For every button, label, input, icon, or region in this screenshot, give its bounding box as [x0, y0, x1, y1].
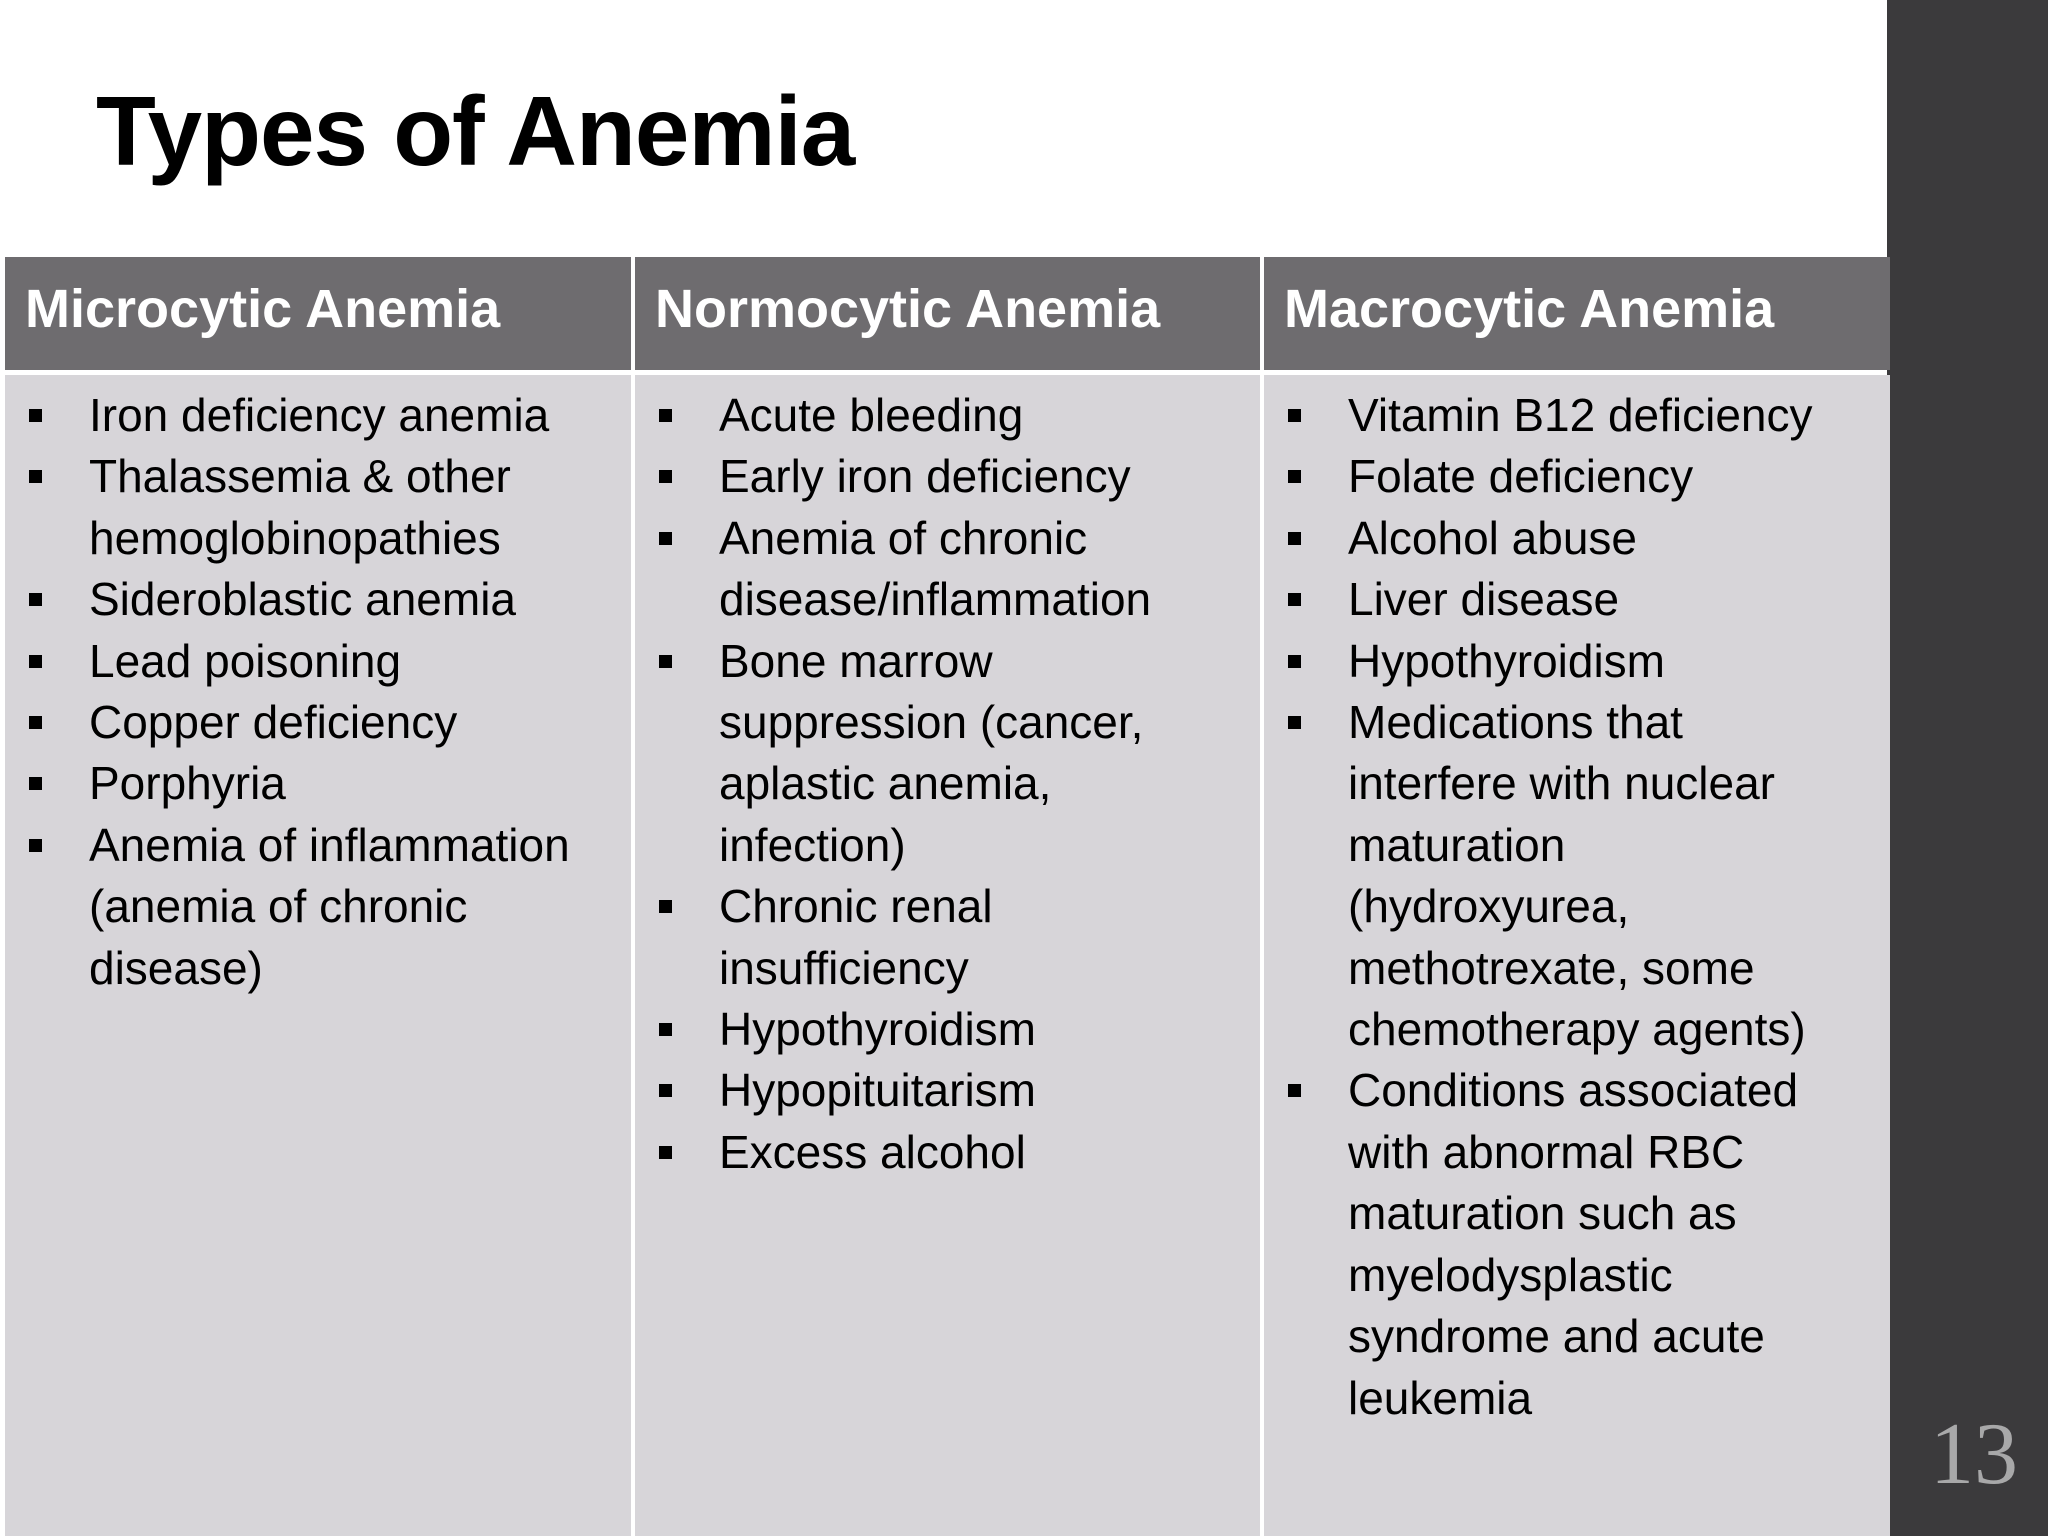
slide-page-number: 13: [1930, 1406, 2018, 1503]
bullet-list: [1264, 385, 1890, 1429]
list-item-line: with abnormal RBC: [1348, 1125, 1745, 1178]
list-item-line: chemotherapy agents): [1348, 1003, 1806, 1056]
list-item-line: aplastic anemia,: [719, 757, 1052, 810]
list-item: [635, 385, 1260, 446]
list-item: [5, 446, 631, 569]
list-item: [635, 1060, 1260, 1121]
list-item: [1264, 385, 1890, 446]
list-item-line: hemoglobinopathies: [89, 511, 501, 564]
list-item-line: methotrexate, some: [1348, 941, 1755, 994]
list-item-line: Iron deficiency anemia: [89, 389, 550, 441]
list-item: [5, 815, 631, 999]
square-bullet-icon: [29, 655, 42, 668]
list-item: [635, 876, 1260, 999]
list-item: [635, 508, 1260, 631]
column-header-microcytic: Microcytic Anemia: [5, 257, 631, 370]
list-item-line: (hydroxyurea,: [1348, 880, 1630, 933]
list-item: [1264, 1060, 1890, 1428]
square-bullet-icon: [659, 1023, 672, 1036]
bullet-list: [5, 385, 631, 999]
list-item-line: Hypothyroidism: [719, 1003, 1036, 1056]
anemia-types-table: [5, 257, 1890, 1536]
list-item-line: Acute bleeding: [719, 389, 1024, 441]
square-bullet-icon: [1288, 593, 1301, 606]
square-bullet-icon: [659, 1084, 672, 1097]
page-title: Types of Anemia: [96, 76, 855, 186]
list-item-line: Hypopituitarism: [719, 1064, 1036, 1117]
list-item-line: Sideroblastic anemia: [89, 573, 517, 626]
list-item: [5, 692, 631, 753]
square-bullet-icon: [659, 470, 672, 483]
list-item: [635, 1122, 1260, 1183]
list-item-line: Excess alcohol: [719, 1125, 1026, 1178]
list-item: [635, 631, 1260, 877]
list-item-line: Conditions associated: [1348, 1064, 1799, 1117]
list-item-line: Anemia of inflammation: [89, 818, 570, 871]
list-item-line: Hypothyroidism: [1348, 634, 1665, 687]
list-item-line: Anemia of chronic: [719, 511, 1088, 564]
list-item-line: Porphyria: [89, 757, 286, 810]
list-item: [1264, 569, 1890, 630]
list-item-line: Chronic renal: [719, 880, 993, 933]
square-bullet-icon: [1288, 716, 1301, 729]
list-item: [635, 999, 1260, 1060]
square-bullet-icon: [1288, 470, 1301, 483]
list-item: [5, 631, 631, 692]
list-item-line: maturation such as: [1348, 1187, 1737, 1240]
list-item-line: (anemia of chronic: [89, 880, 468, 933]
list-item-line: Thalassemia & other: [89, 450, 511, 503]
square-bullet-icon: [659, 900, 672, 913]
slide-sidebar: [1887, 0, 2048, 1536]
square-bullet-icon: [29, 409, 42, 422]
list-item: [1264, 631, 1890, 692]
square-bullet-icon: [29, 839, 42, 852]
list-item-line: Liver disease: [1348, 573, 1620, 626]
list-item: [5, 753, 631, 814]
list-item-line: disease/inflammation: [719, 573, 1152, 626]
list-item-line: Copper deficiency: [89, 696, 458, 749]
square-bullet-icon: [1288, 409, 1301, 422]
square-bullet-icon: [29, 470, 42, 483]
square-bullet-icon: [659, 1146, 672, 1159]
square-bullet-icon: [1288, 655, 1301, 668]
list-item-line: leukemia: [1348, 1371, 1533, 1424]
list-item-line: maturation: [1348, 818, 1566, 871]
list-item-line: Folate deficiency: [1348, 450, 1694, 503]
list-item: [5, 569, 631, 630]
list-item-line: Bone marrow: [719, 634, 993, 687]
list-item: [1264, 508, 1890, 569]
square-bullet-icon: [659, 655, 672, 668]
square-bullet-icon: [29, 593, 42, 606]
square-bullet-icon: [29, 777, 42, 790]
list-item-line: Early iron deficiency: [719, 450, 1131, 503]
column-header-normocytic: Normocytic Anemia: [635, 257, 1260, 370]
column-body-microcytic: [5, 375, 631, 1536]
square-bullet-icon: [1288, 532, 1301, 545]
square-bullet-icon: [1288, 1084, 1301, 1097]
column-body-normocytic: [635, 375, 1260, 1536]
list-item-line: myelodysplastic: [1348, 1248, 1673, 1301]
list-item-line: infection): [719, 818, 906, 871]
list-item-line: Alcohol abuse: [1348, 511, 1637, 564]
list-item-line: insufficiency: [719, 941, 969, 994]
list-item: [635, 446, 1260, 507]
list-item: [1264, 446, 1890, 507]
list-item-line: syndrome and acute: [1348, 1310, 1765, 1363]
list-item-line: interfere with nuclear: [1348, 757, 1775, 810]
square-bullet-icon: [29, 716, 42, 729]
list-item-line: Lead poisoning: [89, 634, 402, 687]
column-body-macrocytic: [1264, 375, 1890, 1536]
list-item: [5, 385, 631, 446]
square-bullet-icon: [659, 532, 672, 545]
list-item-line: disease): [89, 941, 263, 994]
list-item: [1264, 692, 1890, 1060]
square-bullet-icon: [659, 409, 672, 422]
bullet-list: [635, 385, 1260, 1183]
column-header-macrocytic: Macrocytic Anemia: [1264, 257, 1890, 370]
list-item-line: suppression (cancer,: [719, 696, 1144, 749]
list-item-line: Vitamin B12 deficiency: [1348, 389, 1813, 441]
list-item-line: Medications that: [1348, 696, 1683, 749]
